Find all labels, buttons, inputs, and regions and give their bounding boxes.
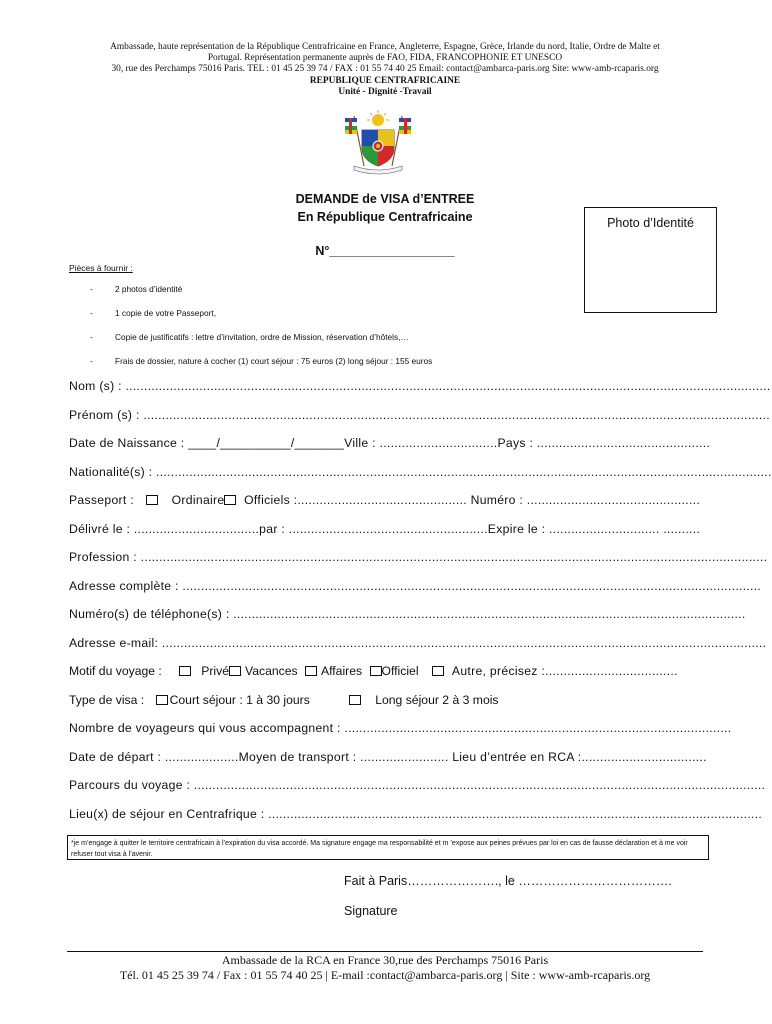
field-profession[interactable]: Profession : ..........................................................................................................................................................................	[69, 550, 768, 564]
form-title: DEMANDE de VISA d’ENTREE	[295, 192, 475, 206]
form-number: N°__________________	[315, 244, 455, 258]
field-telephone[interactable]: Numéro(s) de téléphone(s) : ...........................................................................................................................................	[69, 607, 746, 621]
header-republic: REPUBLIQUE CENTRAFRICAINE	[309, 76, 461, 86]
form-subtitle: En République Centrafricaine	[297, 210, 473, 224]
officiel-checkbox[interactable]	[370, 666, 382, 676]
prive-label: Privé	[201, 664, 229, 678]
officiel-label: Officiel	[381, 664, 419, 678]
field-date-naissance[interactable]: Date de Naissance : ____/__________/_______Ville : ................................Pays : ...............................................	[69, 436, 711, 450]
affaires-checkbox[interactable]	[305, 666, 317, 676]
field-nationalite[interactable]: Nationalité(s) : .......................................................................................................................................................................	[69, 465, 772, 479]
type-visa-label: Type de visa :	[69, 693, 145, 707]
passeport-label: Passeport :	[69, 493, 134, 507]
ordinaire-checkbox[interactable]	[224, 495, 236, 505]
vacances-checkbox[interactable]	[229, 666, 241, 676]
field-passeport	[69, 493, 701, 507]
field-sejour[interactable]: Lieu(x) de séjour en Centrafrique : ......................................................................................................................................	[69, 807, 763, 821]
signature-label: Signature	[344, 904, 398, 918]
field-delivre[interactable]: Délivré le : ..................................par : ......................................................Expire le : .............................. ..........	[69, 522, 701, 536]
field-email[interactable]: Adresse e-mail: ....................................................................................................................................................................	[69, 636, 767, 650]
passeport-checkbox[interactable]	[146, 495, 158, 505]
long-sejour-label: Long séjour 2 à 3 mois	[375, 693, 499, 707]
photo-box	[584, 207, 717, 313]
field-depart[interactable]: Date de départ : ....................Moyen de transport : ........................ Lieu d’entrée en RCA :..................................	[69, 750, 707, 764]
coat-of-arms-icon	[340, 108, 416, 174]
court-sejour-checkbox[interactable]	[156, 695, 168, 705]
header-line-3: 30, rue des Perchamps 75016 Paris. TEL : 01 45 25 39 74 / FAX : 01 55 74 40 25 Email: contact@ambarca-paris.org Site: www-amb-rcaparis.org	[111, 64, 659, 74]
ordinaire-label: Ordinaire	[171, 493, 225, 507]
footer-line-2: Tél. 01 45 25 39 74 / Fax : 01 55 74 40 25 | E-mail :contact@ambarca-paris.org | Site : www-amb-rcaparis.org	[119, 968, 651, 982]
footer-divider	[67, 951, 703, 952]
field-prenom[interactable]: Prénom (s) : ..........................................................................................................................................................................	[69, 408, 770, 422]
autre-checkbox[interactable]	[432, 666, 444, 676]
piece-item: - Copie de justificatifs : lettre d’invitation, ordre de Mission, réservation d’hôtels,…	[90, 332, 409, 342]
vacances-label: Vacances	[244, 664, 298, 678]
piece-item: - Frais de dossier, nature à cocher (1) court séjour : 75 euros (2) long séjour : 155 euros	[90, 356, 433, 366]
field-voyageurs[interactable]: Nombre de voyageurs qui vous accompagnent : .........................................................................................................	[69, 721, 732, 735]
long-sejour-checkbox[interactable]	[349, 695, 361, 705]
header-line-2: Portugal. Représentation permanente auprès de FAO, FIDA, FRANCOPHONIE ET UNESCO	[207, 53, 563, 63]
affaires-label: Affaires	[321, 664, 363, 678]
officiels-label: Officiels :.............................................. Numéro : ...............................................	[244, 493, 701, 507]
court-sejour-label: Court séjour : 1 à 30 jours	[169, 693, 310, 707]
engagement-note: *je m’engage à quitter le territoire centrafricain à l’expiration du visa accordé. Ma signature engage ma responsabilité et m ’expose aux peines prévues par loi en cas de fausse déclaration et à me voir refuser tout visa à l’avenir.	[67, 835, 709, 860]
piece-item: - 1 copie de votre Passeport,	[90, 308, 217, 318]
pieces-title: Pièces à fournir :	[69, 263, 133, 273]
fait-a-paris[interactable]: Fait à Paris…………………., le ……………………………….	[344, 874, 672, 888]
piece-item: - 2 photos d’identité	[90, 284, 183, 294]
prive-checkbox[interactable]	[179, 666, 191, 676]
footer-line-1: Ambassade de la RCA en France 30,rue des Perchamps 75016 Paris	[221, 953, 549, 967]
header-line-1: Ambassade, haute représentation de la République Centrafricaine en France, Angleterre, Espagne, Grèce, Irlande du nord, Italie, Ordre de Malte et	[110, 42, 660, 52]
autre-label: Autre, précisez :....................................	[451, 664, 678, 678]
photo-label: Photo d’Identité	[607, 216, 694, 230]
field-type-visa	[69, 693, 701, 707]
header-motto: Unité - Dignité -Travail	[338, 87, 432, 97]
field-parcours[interactable]: Parcours du voyage : ...........................................................................................................................................................	[69, 778, 766, 792]
motif-label: Motif du voyage :	[69, 664, 162, 678]
field-nom[interactable]: Nom (s) : ...............................................................................................................................................................................	[69, 379, 771, 393]
field-adresse[interactable]: Adresse complète : .............................................................................................................................................................	[69, 579, 762, 593]
field-motif	[69, 664, 701, 678]
